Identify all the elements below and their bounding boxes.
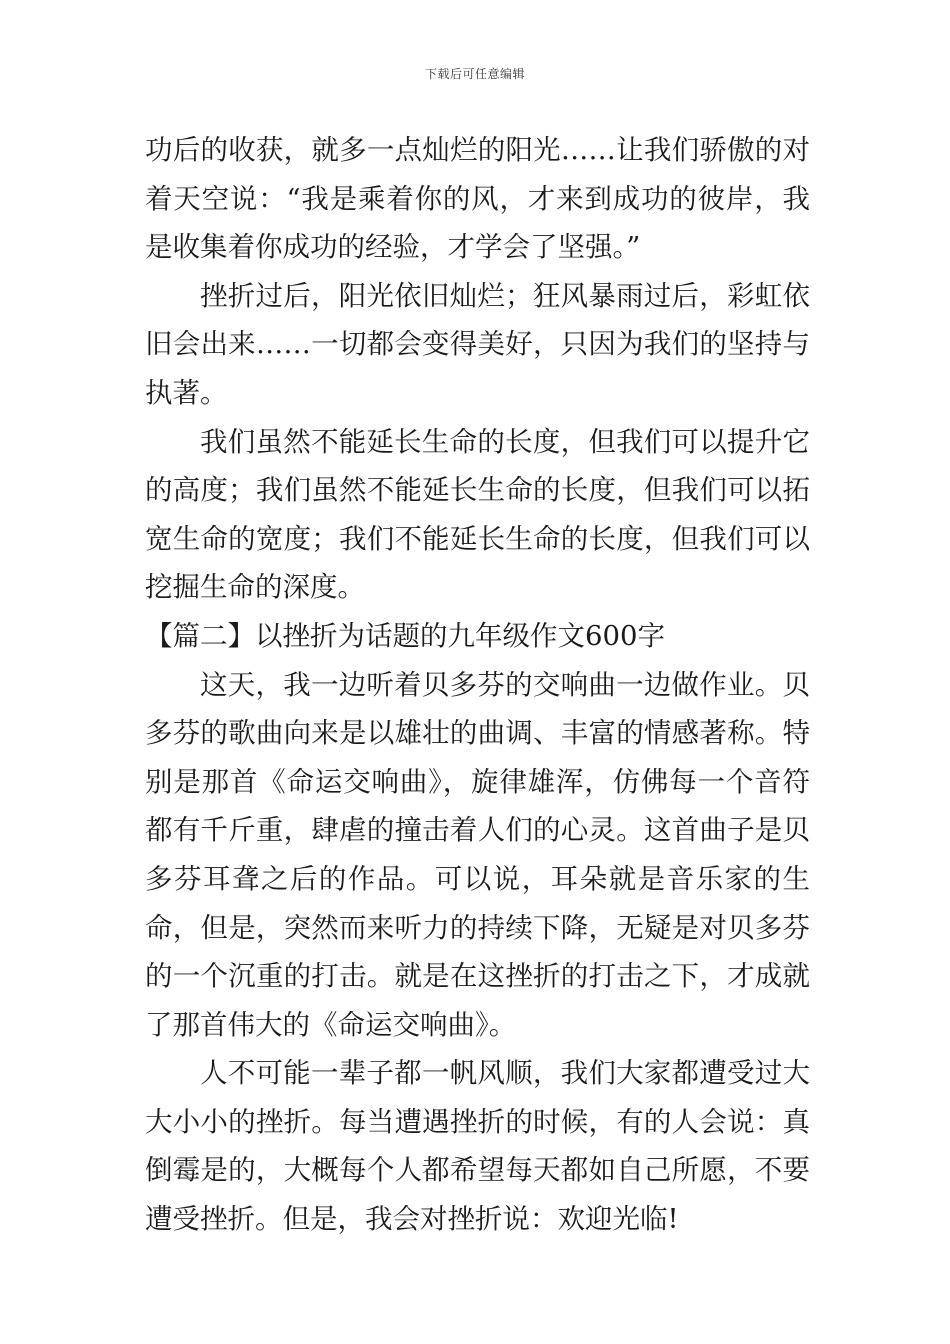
section-heading: 【篇二】以挫折为话题的九年级作文600字 <box>145 619 665 652</box>
paragraph: 我们虽然不能延长生命的长度，但我们可以提升它的高度；我们虽然不能延长生命的长度，但我们可以拓宽生命的宽度；我们不能延长生命的长度，但我们可以挖掘生命的深度。 <box>145 425 810 604</box>
paragraph-continued: 功后的收获，就多一点灿烂的阳光……让我们骄傲的对着天空说：“我是乘着你的风，才来到成功的彼岸，我是收集着你成功的经验，才学会了坚强。” <box>145 134 810 264</box>
paragraph: 挫折过后，阳光依旧灿烂；狂风暴雨过后，彩虹依旧会出来……一切都会变得美好，只因为我们的坚持与执著。 <box>145 279 810 409</box>
document-body <box>145 126 810 1244</box>
page-header: 下载后可任意编辑 <box>424 67 525 81</box>
paragraph: 人不可能一辈子都一帆风顺，我们大家都遭受过大大小小的挫折。每当遭遇挫折的时候，有的人会说：真倒霉是的，大概每个人都希望每天都如自己所愿，不要遭受挫折。但是，我会对挫折说：欢迎光临! <box>145 1057 810 1236</box>
paragraph: 这天，我一边听着贝多芬的交响曲一边做作业。贝多芬的歌曲向来是以雄壮的曲调、丰富的情感著称。特别是那首《命运交响曲》，旋律雄浑，仿佛每一个音符都有千斤重，肆虐的撞击着人们的心灵。这首曲子是贝多芬耳聋之后的作品。可以说，耳朵就是音乐家的生命，但是，突然而来听力的持续下降，无疑是对贝多芬的一个沉重的打击。就是在这挫折的打击之下，才成就了那首伟大的《命运交响曲》。 <box>145 668 810 1041</box>
